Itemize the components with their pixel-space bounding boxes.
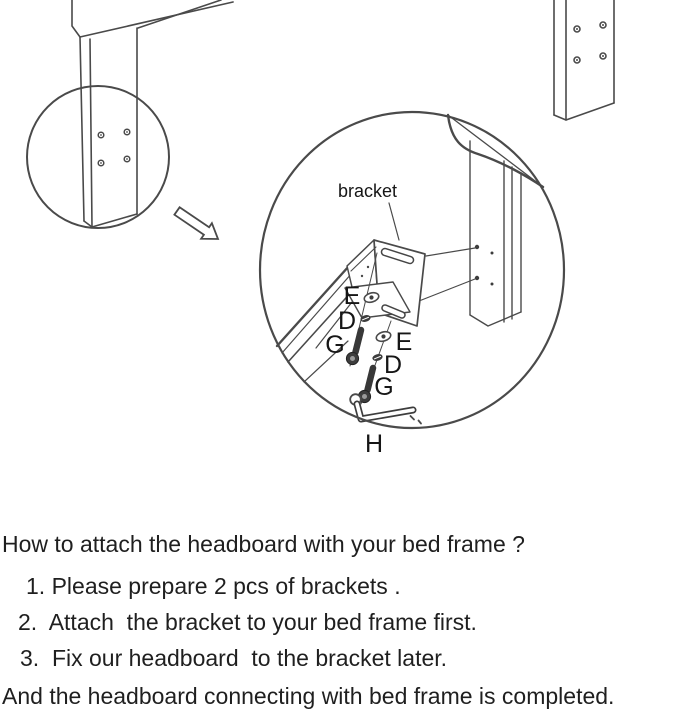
instructions-footer: And the headboard connecting with bed frame is completed. xyxy=(2,683,615,709)
instruction-step-2: 2. Attach the bracket to your bed frame first. xyxy=(18,609,477,635)
instruction-step-1: 1. Please prepare 2 pcs of brackets . xyxy=(26,573,401,599)
spring-washer-label-2: D xyxy=(383,351,403,379)
bolt-label-1: G xyxy=(325,331,345,359)
washer-label-2: E xyxy=(395,328,413,356)
spring-washer-label-1: D xyxy=(337,307,357,335)
bolt-label-2: G xyxy=(374,373,394,401)
instructions-title: How to attach the headboard with your bed frame ? xyxy=(2,531,525,557)
allen-key-label: H xyxy=(364,430,384,458)
bracket-label: bracket xyxy=(338,181,398,201)
instruction-step-3: 3. Fix our headboard to the bracket later. xyxy=(20,645,448,671)
washer-label-1: E xyxy=(343,282,361,310)
